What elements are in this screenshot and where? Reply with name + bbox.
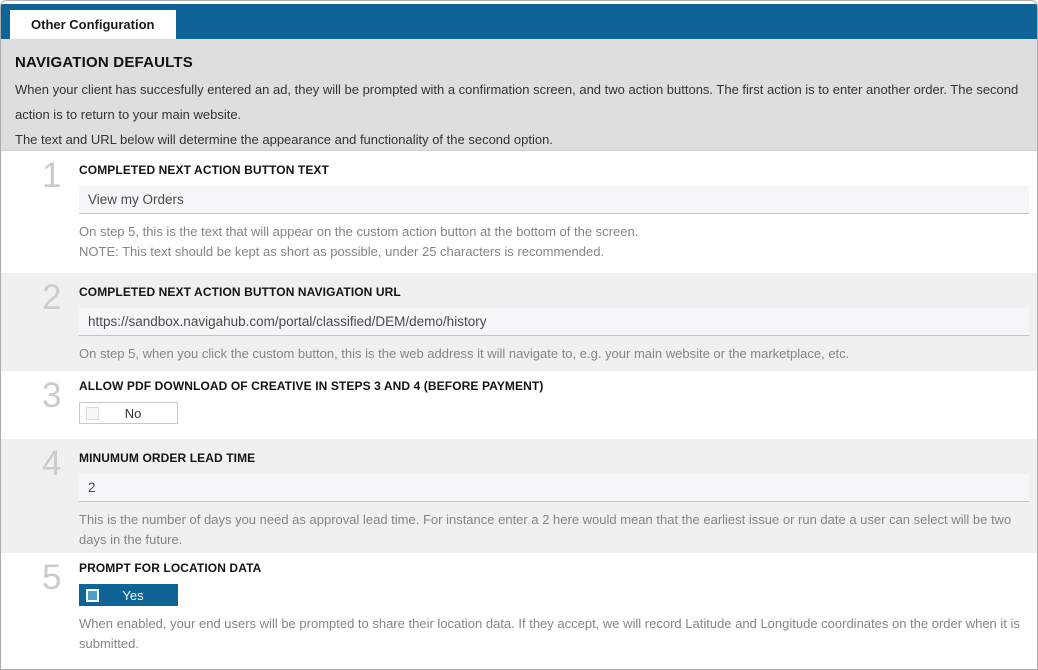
- help-line: This is the number of days you need as approval lead time. For instance enter a 2 here would mean that the earliest issue or run date a user can select will be two days in the future.: [79, 512, 1012, 547]
- setting-number: 4: [42, 444, 62, 483]
- setting-row-completed-next-action-button-url: [1, 273, 1037, 371]
- setting-row-prompt-for-location-data: [1, 553, 1037, 670]
- tab-other-configuration[interactable]: Other Configuration: [10, 10, 176, 39]
- tab-bar: [1, 4, 1037, 39]
- setting-number: 5: [42, 558, 62, 597]
- setting-number: 2: [42, 278, 62, 317]
- toggle-label: Yes: [122, 587, 144, 603]
- completed-next-action-button-text-input[interactable]: [79, 186, 1029, 214]
- prompt-for-location-data-toggle[interactable]: [79, 584, 178, 606]
- setting-help: [79, 344, 1024, 364]
- help-line: On step 5, this is the text that will appear on the custom action button at the bottom of the screen.: [79, 224, 639, 239]
- setting-number: 3: [42, 376, 62, 415]
- section-description-2: The text and URL below will determine the appearance and functionality of the second option.: [15, 132, 553, 147]
- allow-pdf-download-toggle[interactable]: [79, 402, 178, 424]
- setting-label: PROMPT FOR LOCATION DATA: [79, 561, 262, 575]
- checkbox-checked-icon: [86, 589, 99, 602]
- setting-label: ALLOW PDF DOWNLOAD OF CREATIVE IN STEPS 3 AND 4 (BEFORE PAYMENT): [79, 379, 544, 393]
- setting-label: MINUMUM ORDER LEAD TIME: [79, 451, 256, 465]
- setting-row-completed-next-action-button-text: [1, 151, 1037, 273]
- help-line: NOTE: This text should be kept as short as possible, under 25 characters is recommended.: [79, 244, 605, 259]
- setting-help: [79, 222, 1024, 262]
- setting-help: [79, 510, 1024, 550]
- checkbox-unchecked-icon: [86, 407, 99, 420]
- completed-next-action-button-url-input[interactable]: [79, 308, 1029, 336]
- setting-number: 1: [42, 156, 62, 195]
- setting-row-minimum-order-lead-time: [1, 439, 1037, 553]
- setting-label: COMPLETED NEXT ACTION BUTTON TEXT: [79, 163, 329, 177]
- toggle-label: No: [124, 405, 142, 421]
- section-description-1: When your client has succesfully entered an ad, they will be prompted with a confirmation screen, and two action buttons. The first action is to enter another order. The second action is to return to your main website.: [15, 82, 1019, 122]
- help-line: On step 5, when you click the custom button, this is the web address it will navigate to, e.g. your main website or the marketplace, etc.: [79, 346, 850, 361]
- setting-help: [79, 614, 1024, 654]
- setting-label: COMPLETED NEXT ACTION BUTTON NAVIGATION URL: [79, 285, 401, 299]
- minimum-order-lead-time-input[interactable]: [79, 474, 1029, 502]
- setting-row-allow-pdf-download: [1, 371, 1037, 439]
- section-title: NAVIGATION DEFAULTS: [15, 54, 193, 71]
- help-line: When enabled, your end users will be prompted to share their location data. If they accept, we will record Latitude and Longitude coordinates on the order when it is submitted.: [79, 616, 1020, 651]
- navigation-defaults-header: [1, 39, 1037, 151]
